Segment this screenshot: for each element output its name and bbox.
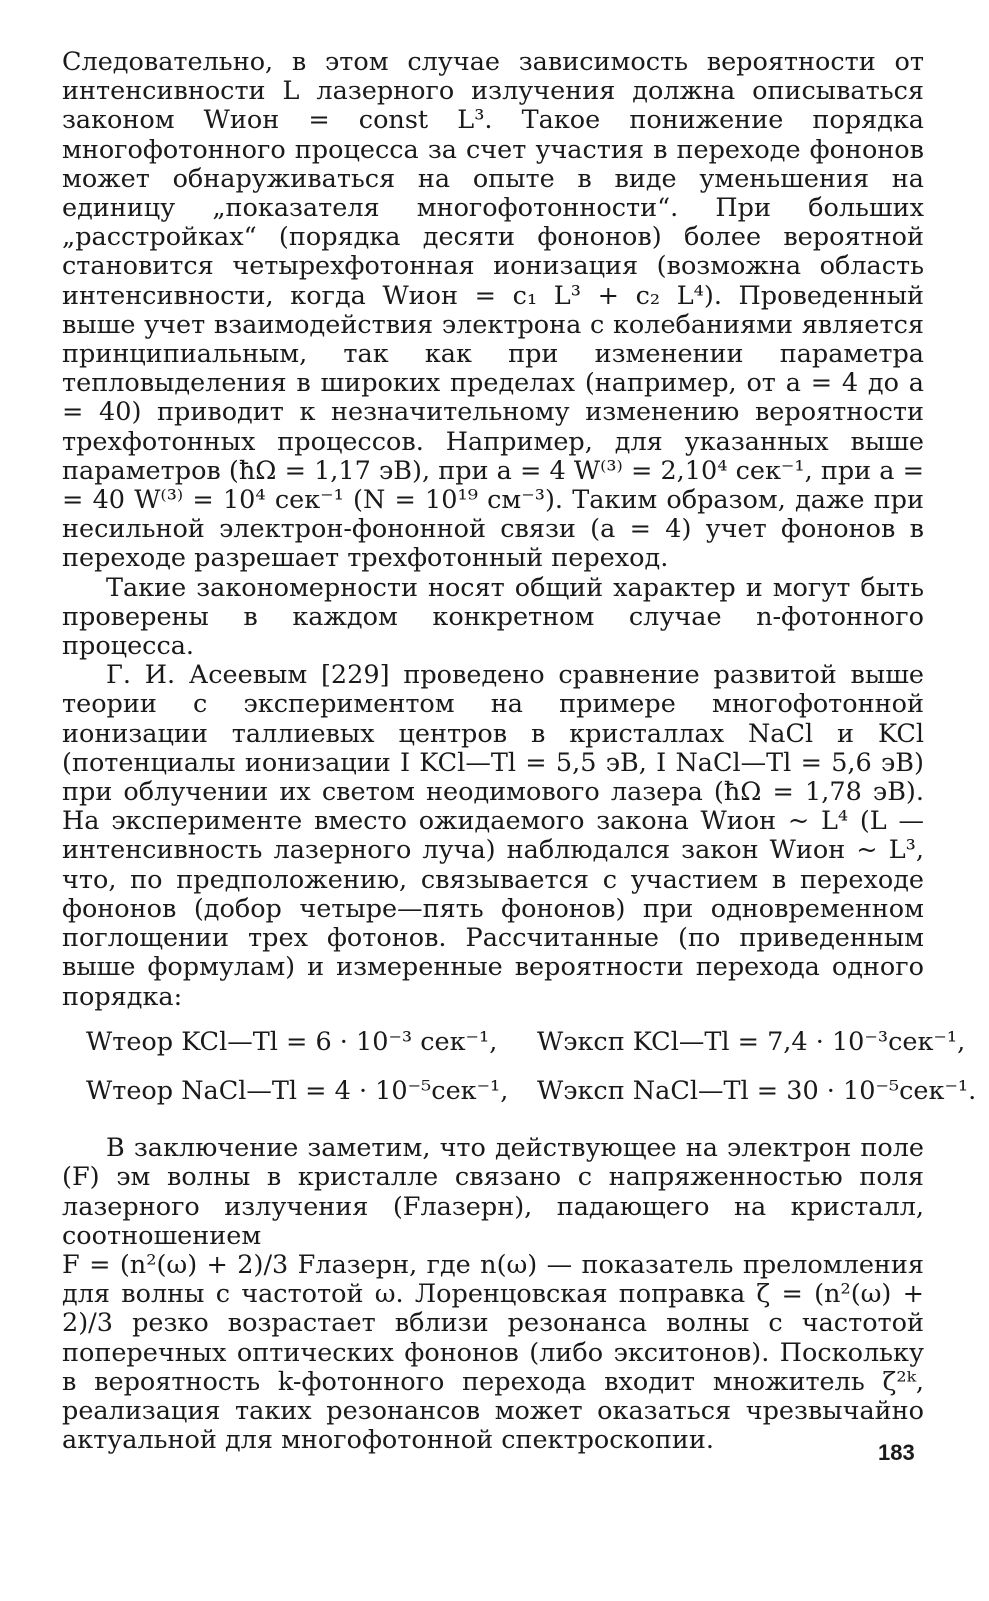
formula-kcl-experiment: Wэксп KCl—Tl = 7,4 · 10⁻³сек⁻¹, xyxy=(537,1026,966,1057)
conclusion-paragraph: В заключение заметим, что действующее на электрон поле (F) эм волны в кристалле связано с напряженностью поля лазерного излучения (Fлазерн), падающего на кристалл, соотношением xyxy=(62,1133,924,1251)
formula-nacl-experiment: Wэксп NaCl—Tl = 30 · 10⁻⁵сек⁻¹. xyxy=(537,1075,977,1106)
conclusion-continuation: F = (n²(ω) + 2)/3 Fлазерн, где n(ω) — показатель преломления для волны с частотой ω. Лоренцовская поправка ζ = (n²(ω) + 2)/3 резко возрастает вблизи резонанса волны с частотой поперечных оптических фононов (либо экситонов). Поскольку в вероятность k-фотонного перехода входит множитель ζ²ᵏ, реализация таких резонансов может оказаться чрезвычайно актуальной для многофотонной спектроскопии. xyxy=(62,1249,924,1456)
probability-formulas xyxy=(62,1026,977,1106)
formula-nacl-theory: Wтеор NaCl—Tl = 4 · 10⁻⁵сек⁻¹, xyxy=(86,1075,509,1106)
paragraph-3: Г. И. Асеевым [229] проведено сравнение развитой выше теории с экспериментом на примере многофотонной ионизации таллиевых центров в кристаллах NaCl и KCl (потенциалы ионизации I KCl—Tl = 5,5 эВ, I NaCl—Tl = 5,6 эВ) при облучении их светом неодимового лазера (ħΩ = 1,78 эВ). На эксперименте вместо ожидаемого закона Wион ~ L⁴ (L — интенсивность лазерного луча) наблюдался закон Wион ~ L³, что, по предположению, связывается с участием в переходе фононов (добор четыре—пять фононов) при одновременном поглощении трех фотонов. Рассчитанные (по приведенным выше формулам) и измеренные вероятности перехода одного порядка: xyxy=(62,660,924,1012)
formula-kcl-theory: Wтеор KCl—Tl = 6 · 10⁻³ сек⁻¹, xyxy=(86,1026,498,1057)
page-number: 183 xyxy=(878,1440,915,1465)
page-body xyxy=(62,47,977,1456)
paragraph-1: Следовательно, в этом случае зависимость вероятности от интенсивности L лазерного излучения должна описываться законом Wион = const L³. Такое понижение порядка многофотонного процесса за счет участия в переходе фононов может обнаруживаться на опыте в виде уменьшения на единицу „показателя многофотонности“. При больших „расстройках“ (порядка десяти фононов) более вероятной становится четырехфотонная ионизация (возможна область интенсивности, когда Wион = c₁ L³ + c₂ L⁴). Проведенный выше учет взаимодействия электрона с колебаниями является принципиальным, так как при изменении параметра тепловыделения в широких пределах (например, от a = 4 до a = 40) приводит к незначительному изменению вероятности трехфотонных процессов. Например, для указанных выше параметров (ħΩ = 1,17 эВ), при a = 4 W⁽³⁾ = 2,10⁴ сек⁻¹, при a = = 40 W⁽³⁾ = 10⁴ сек⁻¹ (N = 10¹⁹ см⁻³). Таким образом, даже при несильной электрон-фононной связи (a = 4) учет фононов в переходе разрешает трехфотонный переход. xyxy=(62,47,924,574)
paragraph-2: Такие закономерности носят общий характер и могут быть проверены в каждом конкретном случае n-фотонного процесса. xyxy=(62,572,924,662)
